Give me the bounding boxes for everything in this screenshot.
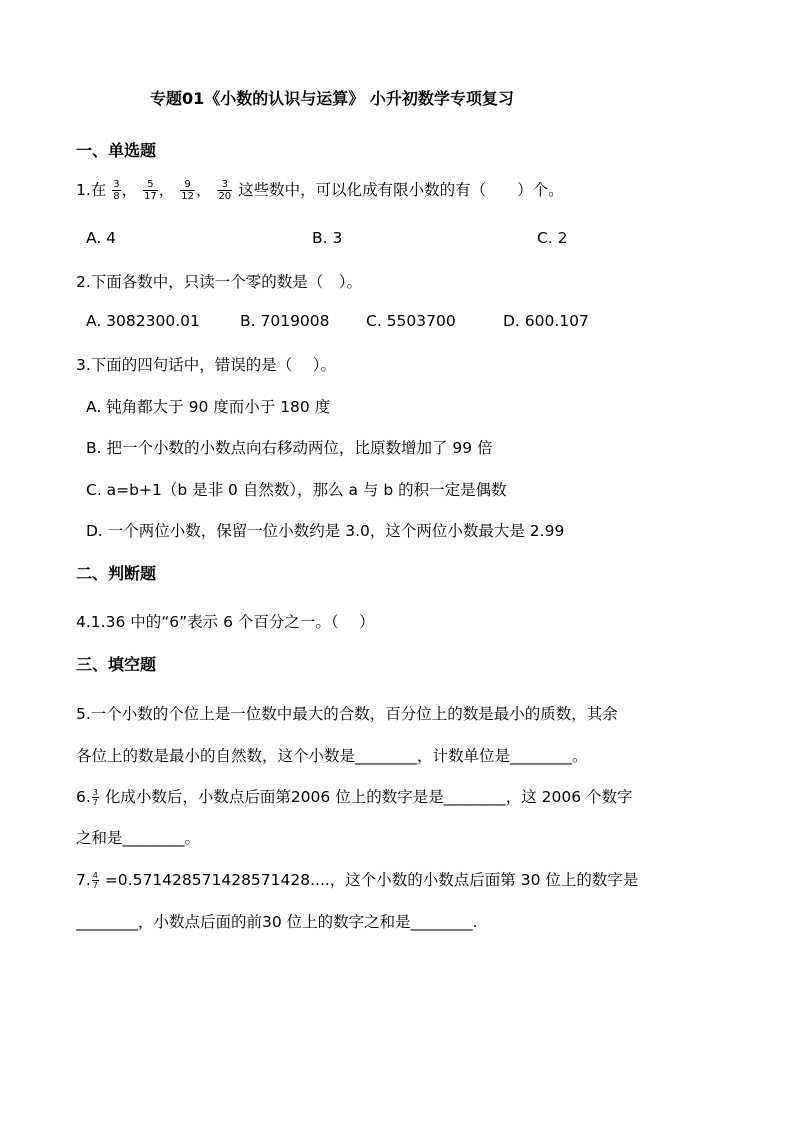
question-6-line-2: 之和是________。 xyxy=(76,829,201,847)
q2-option-a[interactable]: A. 3082300.01 xyxy=(86,312,200,330)
q2-option-b[interactable]: B. 7019008 xyxy=(240,312,330,330)
question-5-line-2: 各位上的数是最小的自然数，这个小数是________，计数单位是________。 xyxy=(76,747,588,765)
q1-sep: ， xyxy=(158,181,175,199)
q6-text: 化成小数后，小数点后面第2006 位上的数字是是________，这 2006 个数字 xyxy=(99,788,633,806)
q1-sep: ， xyxy=(195,181,212,199)
q3-option-a[interactable]: A. 钝角都大于 90 度而小于 180 度 xyxy=(86,398,331,416)
question-2: 2.下面各数中，只读一个零的数是（ ）。 xyxy=(76,273,363,291)
q7-text: =0.571428571428571428....，这个小数的小数点后面第 30 位上的数字是 xyxy=(99,871,639,889)
q7-prefix: 7. xyxy=(76,871,91,889)
q1-option-c[interactable]: C. 2 xyxy=(537,229,568,247)
q1-fraction-3: $\frac{9}{12}$ xyxy=(181,179,194,202)
q1-fraction-1: $\frac{3}{8}$ xyxy=(113,179,120,202)
question-7-line-2: ________，小数点后面的前30 位上的数字之和是________. xyxy=(76,913,478,931)
page-title: 专题01《小数的认识与运算》 小升初数学专项复习 xyxy=(150,89,514,108)
question-6-line-1 xyxy=(76,785,633,807)
q2-option-c[interactable]: C. 5503700 xyxy=(366,312,456,330)
q1-fraction-4: $\frac{3}{20}$ xyxy=(218,179,232,202)
q1-prefix: 1.在 xyxy=(76,181,107,199)
q1-option-a[interactable]: A. 4 xyxy=(86,229,117,247)
q3-option-b[interactable]: B. 把一个小数的小数点向右移动两位，比原数增加了 99 倍 xyxy=(86,439,493,457)
question-7-line-1 xyxy=(76,868,638,890)
question-5-line-1: 5.一个小数的个位上是一位数中最大的合数，百分位上的数是最小的质数，其余 xyxy=(76,705,618,723)
q6-fraction: $\frac{3}{7}$ xyxy=(92,788,98,807)
q1-suffix: 这些数中，可以化成有限小数的有（ ）个。 xyxy=(238,181,564,199)
section-heading-fill-blank: 三、填空题 xyxy=(76,655,157,674)
question-4: 4.1.36 中的“6”表示 6 个百分之一。（ ） xyxy=(76,613,375,631)
q7-fraction: $\frac{4}{7}$ xyxy=(92,871,98,890)
q3-option-d[interactable]: D. 一个两位小数，保留一位小数约是 3.0，这个两位小数最大是 2.99 xyxy=(86,522,565,540)
section-heading-true-false: 二、判断题 xyxy=(76,564,157,583)
q1-fraction-2: $\frac{5}{17}$ xyxy=(144,179,157,202)
q2-option-d[interactable]: D. 600.107 xyxy=(503,312,589,330)
section-heading-single-choice: 一、单选题 xyxy=(76,141,157,160)
q1-option-b[interactable]: B. 3 xyxy=(312,229,343,247)
question-3: 3.下面的四句话中，错误的是（ ）。 xyxy=(76,356,336,374)
q1-sep: ， xyxy=(121,181,138,199)
question-1 xyxy=(76,178,564,202)
q6-prefix: 6. xyxy=(76,788,91,806)
q3-option-c[interactable]: C. a=b+1（b 是非 0 自然数），那么 a 与 b 的积一定是偶数 xyxy=(86,481,507,499)
